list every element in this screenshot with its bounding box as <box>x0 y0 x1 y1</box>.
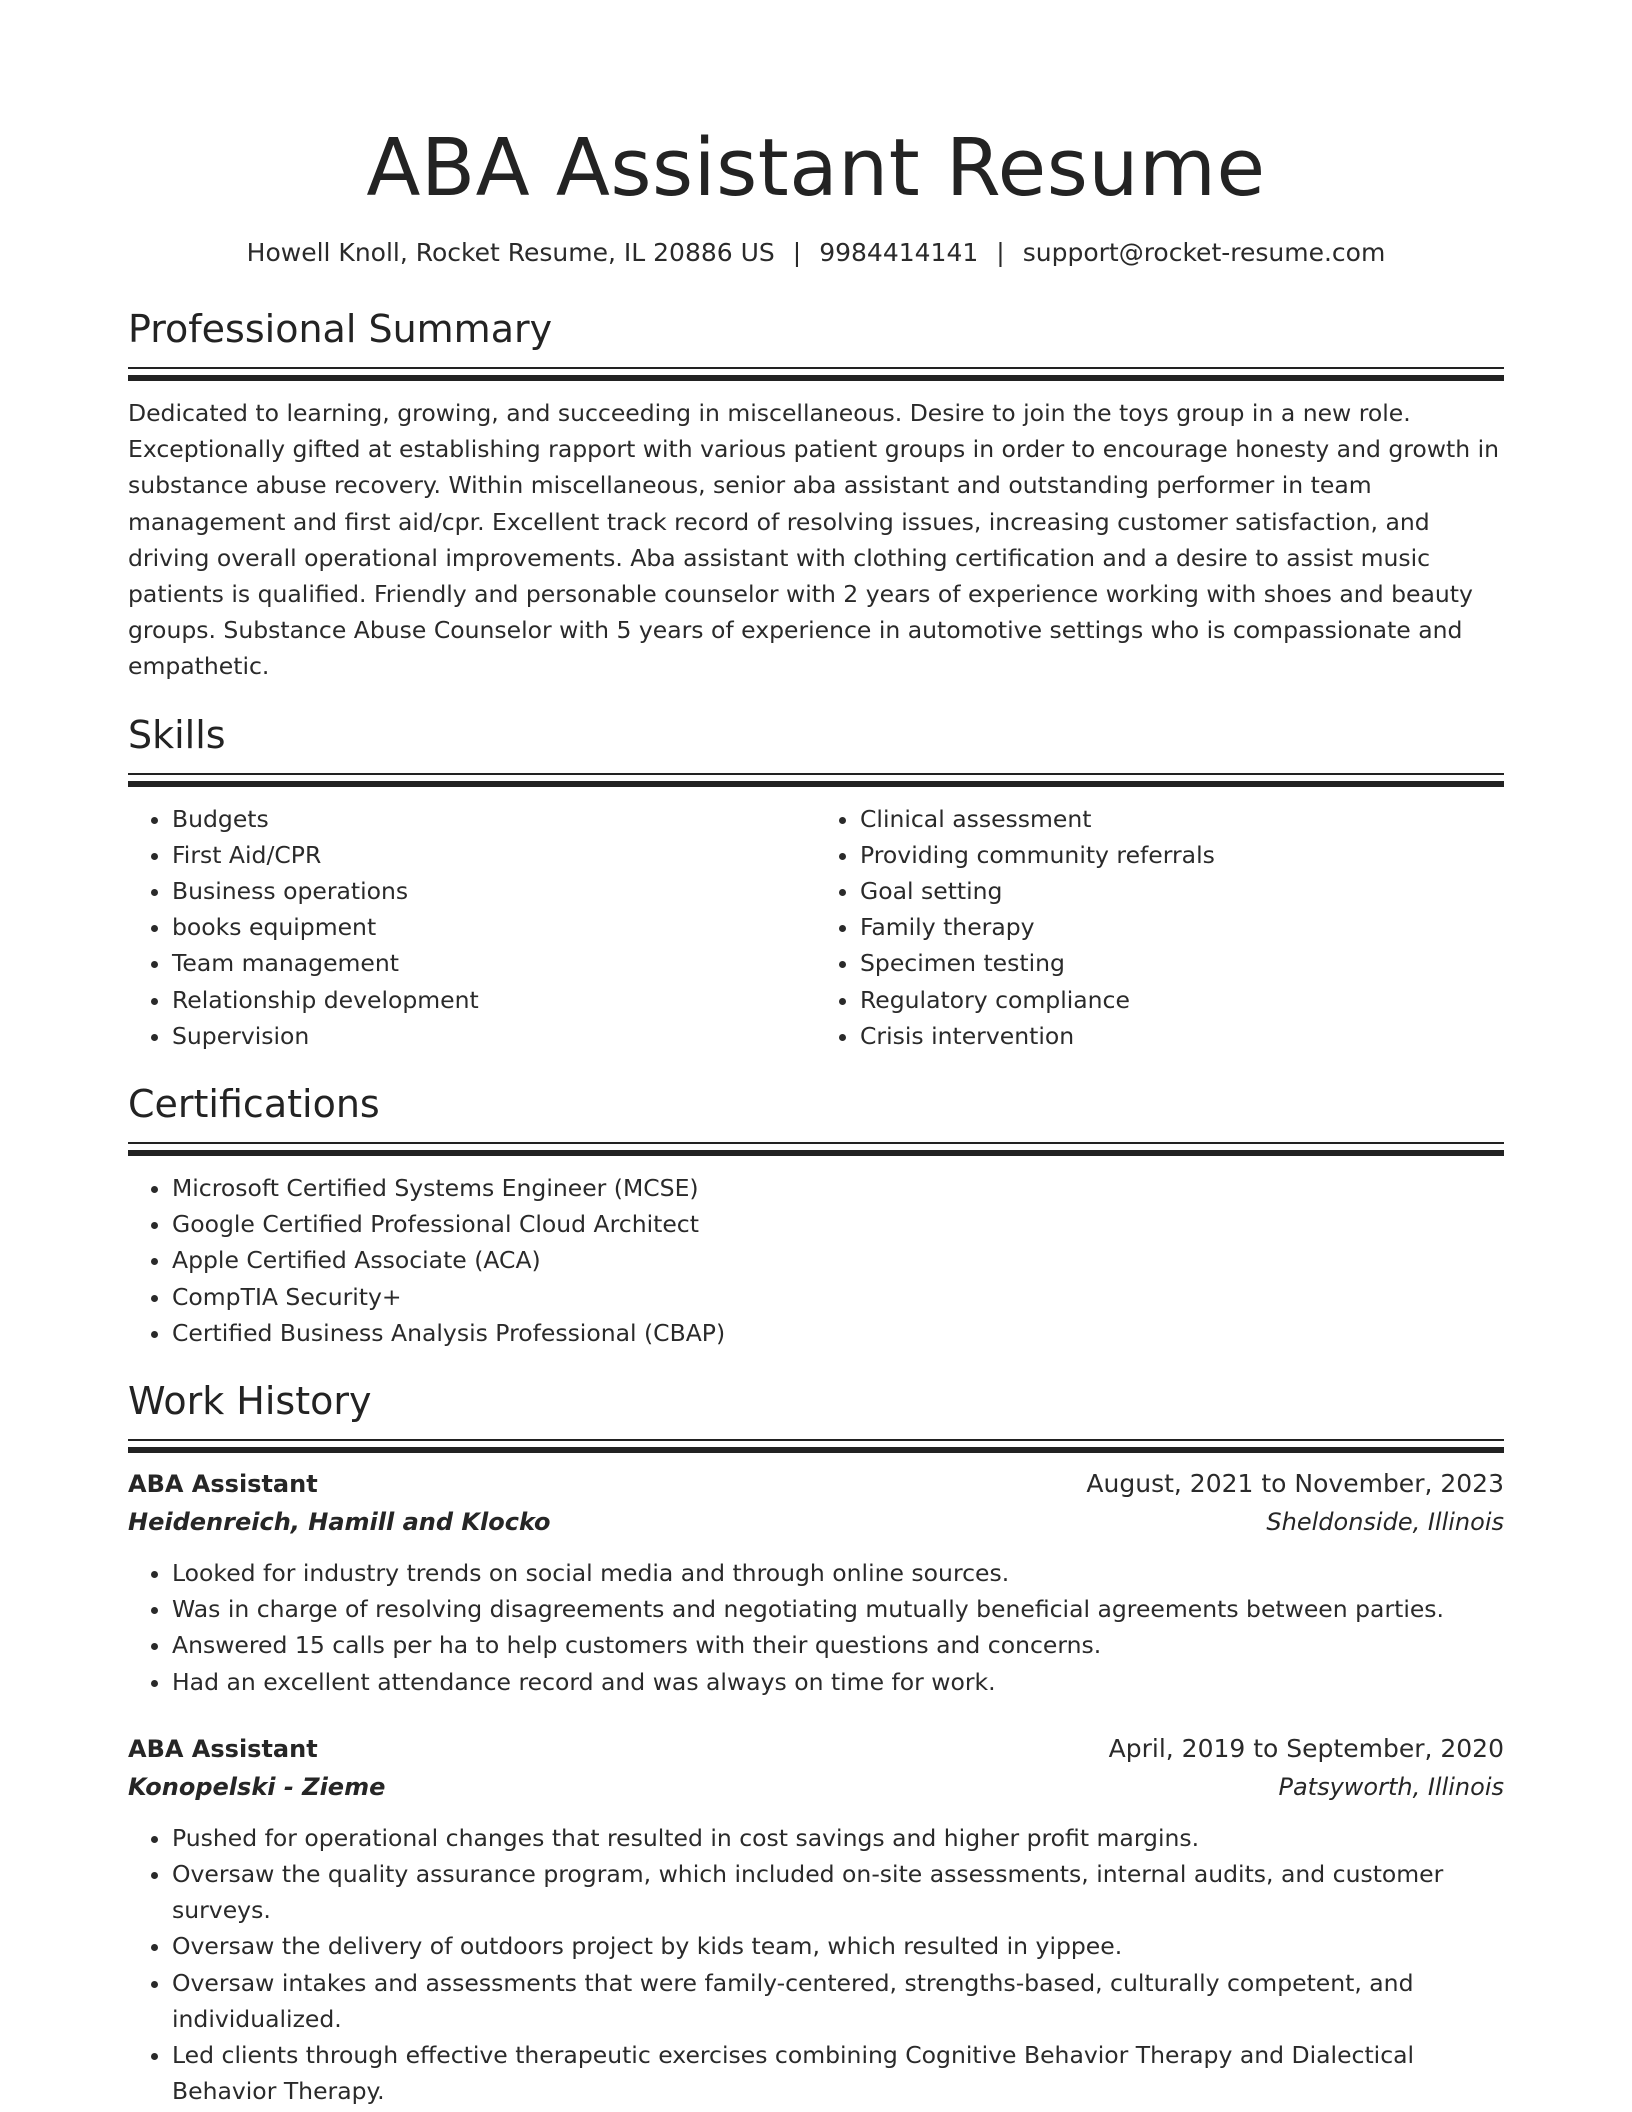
job-dates: August, 2021 to November, 2023 <box>1086 1469 1504 1499</box>
job-bullet: • Oversaw the quality assurance program, which included on-site assessments, internal audits, and customer surveys. <box>172 1856 1504 1928</box>
skill-item: • Budgets <box>172 801 816 837</box>
job-dates: April, 2019 to September, 2020 <box>1108 1733 1504 1763</box>
certification-item: • Microsoft Certified Systems Engineer (MCSE) <box>172 1170 1504 1206</box>
skill-item: • Crisis intervention <box>860 1018 1504 1054</box>
contact-email: support@rocket-resume.com <box>1022 238 1386 267</box>
job-bullet: • Looked for industry trends on social media and through online sources. <box>172 1555 1504 1591</box>
work-history-heading: Work History <box>128 1379 372 1424</box>
skills-column-left <box>128 801 816 1054</box>
skill-item: • Supervision <box>172 1018 816 1054</box>
contact-line <box>128 235 1504 271</box>
job-bullet: • Oversaw the delivery of outdoors project by kids team, which resulted in yippee. <box>172 1928 1504 1964</box>
skill-item: • books equipment <box>172 909 816 945</box>
job-title: ABA Assistant <box>128 1734 318 1763</box>
skills-section <box>128 710 1504 1054</box>
certification-item: • Apple Certified Associate (ACA) <box>172 1242 1504 1278</box>
section-divider <box>128 1142 1504 1156</box>
job-entry <box>128 1730 1504 2110</box>
skill-item: • Specimen testing <box>860 945 1504 981</box>
summary-section <box>128 304 1504 685</box>
summary-heading: Professional Summary <box>128 307 553 351</box>
job-bullets <box>128 1555 1504 1700</box>
job-bullet: • Answered 15 calls per ha to help customers with their questions and concerns. <box>172 1627 1504 1663</box>
contact-separator: | <box>996 238 1005 267</box>
contact-separator: | <box>792 238 802 267</box>
job-company: Heidenreich, Hamill and Klocko <box>128 1508 551 1537</box>
job-bullets <box>128 1820 1504 2110</box>
job-location: Patsyworth, Illinois <box>1278 1772 1504 1801</box>
skill-item: • Clinical assessment <box>860 801 1504 837</box>
contact-phone: 9984414141 <box>819 238 979 267</box>
certification-item: • Certified Business Analysis Professional (CBAP) <box>172 1315 1504 1351</box>
skill-item: • Business operations <box>172 873 816 909</box>
section-divider <box>128 773 1504 787</box>
skills-column-right <box>816 801 1504 1054</box>
summary-text: Dedicated to learning, growing, and succeeding in miscellaneous. Desire to join the toys group in a new role. Exceptionally gifted at establishing rapport with various patient groups in order to encourage honesty and growth in substance abuse recovery. Within miscellaneous, senior aba assistant and outstanding performer in team management and first aid/cpr. Excellent track record of resolving issues, increasing customer satisfaction, and driving overall operational improvements. Aba assistant with clothing certification and a desire to assist music patients is qualified. Friendly and personable counselor with 2 years of experience working with shoes and beauty groups. Substance Abuse Counselor with 5 years of experience in automotive settings who is compassionate and empathetic. <box>128 399 1500 681</box>
job-location: Sheldonside, Illinois <box>1266 1508 1504 1537</box>
skill-item: • Relationship development <box>172 982 816 1018</box>
contact-address: Howell Knoll, Rocket Resume, IL 20886 US <box>246 238 775 267</box>
job-bullet: • Pushed for operational changes that resulted in cost savings and higher profit margins. <box>172 1820 1504 1856</box>
skill-item: • Team management <box>172 945 816 981</box>
work-history-section <box>128 1376 1504 2109</box>
job-bullet: • Oversaw intakes and assessments that were family-centered, strengths-based, culturally competent, and individualized. <box>172 1965 1504 2037</box>
skills-heading: Skills <box>128 712 226 757</box>
skill-item: • Family therapy <box>860 909 1504 945</box>
job-bullet: • Had an excellent attendance record and was always on time for work. <box>172 1664 1504 1700</box>
job-company: Konopelski - Zieme <box>128 1772 386 1801</box>
job-bullet: • Led clients through effective therapeutic exercises combining Cognitive Behavior Therapy and Dialectical Behavior Therapy. <box>172 2037 1504 2109</box>
page-title: ABA Assistant Resume <box>366 122 1266 214</box>
job-title: ABA Assistant <box>128 1470 318 1499</box>
skills-columns <box>128 801 1504 1054</box>
job-bullet: • Was in charge of resolving disagreements and negotiating mutually beneficial agreements between parties. <box>172 1591 1504 1627</box>
certification-item: • Google Certified Professional Cloud Architect <box>172 1206 1504 1242</box>
certification-item: • CompTIA Security+ <box>172 1279 1504 1315</box>
certifications-list <box>128 1170 1504 1351</box>
skill-item: • Regulatory compliance <box>860 982 1504 1018</box>
section-divider <box>128 367 1504 381</box>
skill-item: • Providing community referrals <box>860 837 1504 873</box>
skill-item: • Goal setting <box>860 873 1504 909</box>
certifications-heading: Certifications <box>128 1082 380 1127</box>
section-divider <box>128 1439 1504 1453</box>
job-entry <box>128 1465 1504 1700</box>
skill-item: • First Aid/CPR <box>172 837 816 873</box>
certifications-section <box>128 1079 1504 1351</box>
